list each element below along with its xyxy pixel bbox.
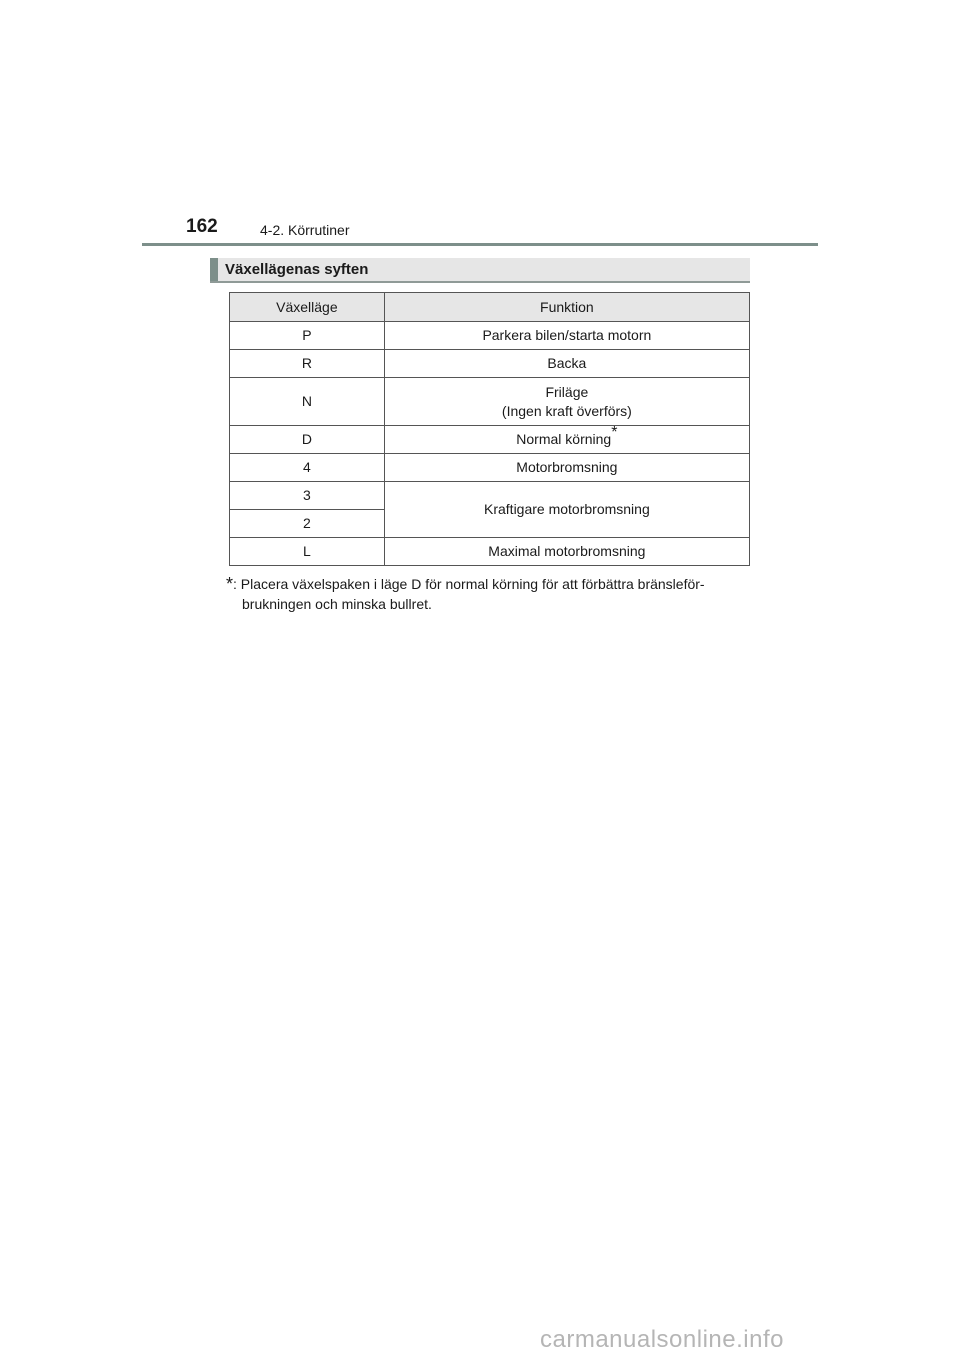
table-row [230, 426, 750, 454]
footnote-marker: * [226, 574, 234, 594]
section-heading-title: Växellägenas syften [225, 261, 369, 278]
function-cell [384, 426, 749, 454]
table-row [230, 482, 750, 510]
table-row [230, 322, 750, 350]
column-header-function: Funktion [384, 293, 749, 322]
gear-cell: N [230, 378, 385, 426]
function-cell [384, 378, 749, 426]
shift-position-table [229, 292, 750, 566]
table-row [230, 350, 750, 378]
header-divider [142, 243, 818, 246]
footnote-line: : Placera växelspaken i läge D för normal körning för att förbättra bränsleför- [233, 576, 705, 592]
function-cell: Parkera bilen/starta motorn [384, 322, 749, 350]
table-header-row [230, 293, 750, 322]
gear-cell: D [230, 426, 385, 454]
gear-cell: L [230, 538, 385, 566]
function-cell: Motorbromsning [384, 454, 749, 482]
table-row [230, 538, 750, 566]
function-cell: Kraftigare motorbromsning [384, 482, 749, 538]
function-cell: Maximal motorbromsning [384, 538, 749, 566]
footnote-line: brukningen och minska bullret. [242, 596, 432, 612]
section-label: 4-2. Körrutiner [260, 222, 350, 238]
table-row [230, 378, 750, 426]
heading-accent-bar [210, 258, 218, 281]
gear-cell: 3 [230, 482, 385, 510]
page-number: 162 [186, 216, 218, 237]
function-line: Friläge [545, 383, 589, 400]
footnote-marker: * [611, 424, 618, 442]
table-row [230, 454, 750, 482]
function-line: (Ingen kraft överförs) [501, 402, 632, 419]
function-text: Normal körning [516, 431, 612, 447]
section-heading [210, 258, 750, 283]
footnote [226, 573, 756, 614]
function-cell: Backa [384, 350, 749, 378]
gear-cell: 2 [230, 510, 385, 538]
gear-cell: P [230, 322, 385, 350]
gear-cell: R [230, 350, 385, 378]
column-header-gear: Växelläge [230, 293, 385, 322]
watermark: carmanualsonline.info [540, 1326, 784, 1353]
gear-cell: 4 [230, 454, 385, 482]
